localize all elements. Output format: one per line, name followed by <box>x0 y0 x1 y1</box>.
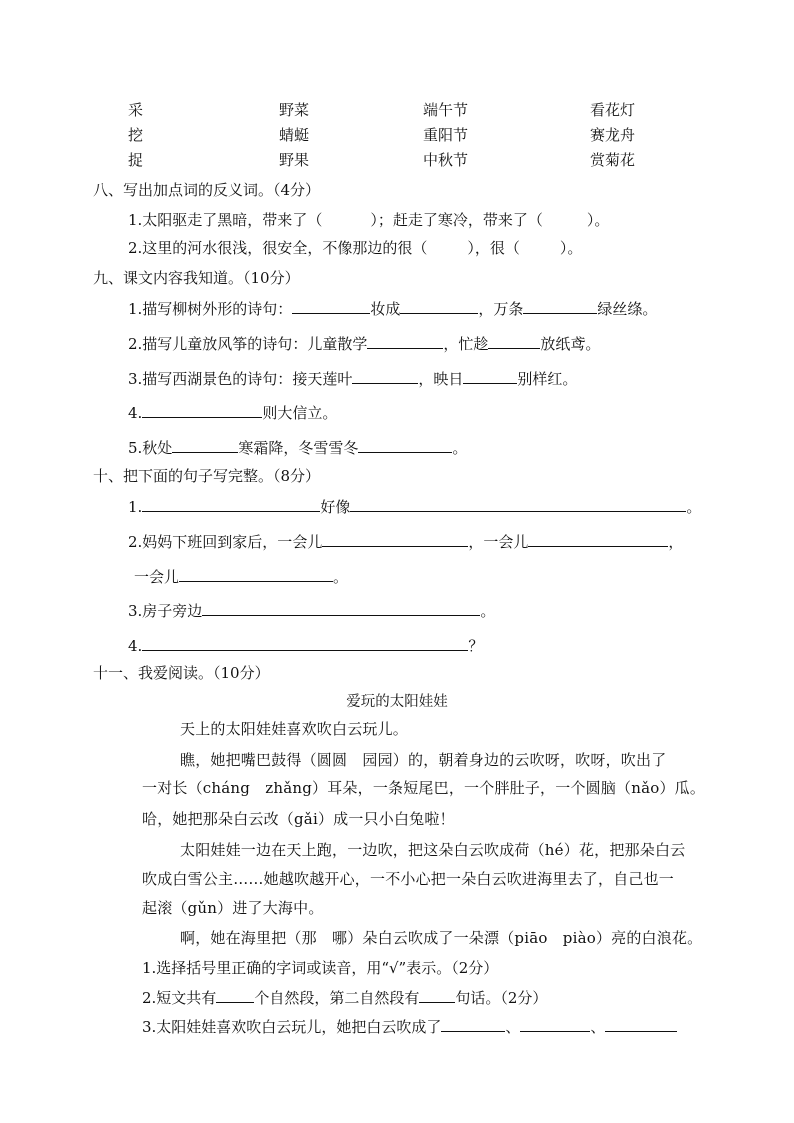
question-9-4: 4. 则大信立。 <box>128 404 338 422</box>
question-9-1: 1.描写柳树外形的诗句： 妆成 ，万条 绿丝绦。 <box>128 300 658 318</box>
fill-blank[interactable] <box>292 298 370 314</box>
fill-blank[interactable] <box>352 368 418 384</box>
story-title: 爱玩的太阳娃娃 <box>346 694 448 710</box>
grid-word: 赏菊花 <box>590 151 636 169</box>
fill-blank[interactable] <box>520 1016 590 1032</box>
fill-blank[interactable] <box>350 496 686 512</box>
fill-blank[interactable] <box>172 437 238 453</box>
fill-blank[interactable] <box>400 298 478 314</box>
story-paragraph: 天上的太阳娃娃喜欢吹白云玩儿。 <box>180 720 409 738</box>
grid-word: 采 <box>128 101 144 119</box>
section-header-9: 九、课文内容我知道。（10分） <box>93 269 300 287</box>
section-header-8: 八、写出加点词的反义词。（4分） <box>93 181 321 199</box>
grid-word: 挖 <box>128 126 144 144</box>
grid-word: 捉 <box>128 151 144 169</box>
fill-blank[interactable] <box>202 600 480 616</box>
fill-blank[interactable] <box>142 496 320 512</box>
fill-blank[interactable] <box>441 1016 505 1032</box>
grid-word: 赛龙舟 <box>590 126 636 144</box>
fill-blank[interactable] <box>605 1016 677 1032</box>
question-10-1: 1. 好像 。 <box>128 498 702 516</box>
story-paragraph: 太阳娃娃一边在天上跑，一边吹，把这朵白云吹成荷（hé）花，把那朵白云 <box>180 841 686 859</box>
fill-blank[interactable] <box>322 531 468 547</box>
story-line: 起滚（gǔn）进了大海中。 <box>142 899 324 917</box>
question-8-1: 1.太阳驱走了黑暗，带来了（ ）；赶走了寒冷，带来了（ ）。 <box>128 211 610 229</box>
fill-blank[interactable] <box>142 635 468 651</box>
question-9-2: 2.描写儿童放风筝的诗句：儿童散学 ，忙趁 放纸鸢。 <box>128 335 601 353</box>
question-10-3: 3.房子旁边 。 <box>128 602 496 620</box>
fill-blank[interactable] <box>463 368 517 384</box>
fill-blank[interactable] <box>488 333 540 349</box>
question-11-1: 1.选择括号里正确的字词或读音，用“√”表示。（2分） <box>142 959 499 977</box>
story-line: 一对长（cháng zhǎng）耳朵，一条短尾巴，一个胖肚子，一个圆脑（nǎo）瓜。 <box>142 779 706 797</box>
grid-word: 野菜 <box>279 101 310 119</box>
fill-blank[interactable] <box>419 987 455 1003</box>
fill-blank[interactable] <box>523 298 597 314</box>
fill-blank[interactable] <box>179 566 333 582</box>
fill-blank[interactable] <box>216 987 254 1003</box>
story-paragraph: 瞧，她把嘴巴鼓得（圆圆 园园）的，朝着身边的云吹呀，吹呀，吹出了 <box>180 751 667 769</box>
grid-word: 野果 <box>279 151 310 169</box>
grid-word: 端午节 <box>423 101 469 119</box>
story-line: 哈，她把那朵白云改（gǎi）成一只小白兔啦！ <box>142 810 455 828</box>
grid-word: 中秋节 <box>423 151 469 169</box>
question-11-3: 3.太阳娃娃喜欢吹白云玩儿，她把白云吹成了 、 、 <box>142 1016 677 1037</box>
grid-word: 重阳节 <box>423 126 469 144</box>
fill-blank[interactable] <box>358 437 452 453</box>
question-10-2: 2.妈妈下班回到家后，一会儿 ，一会儿 ， <box>128 533 684 551</box>
question-9-3: 3.描写西湖景色的诗句：接天莲叶 ，映日 别样红。 <box>128 370 578 388</box>
question-8-2: 2.这里的河水很浅，很安全，不像那边的很（ ），很（ ）。 <box>128 239 583 257</box>
story-line: 吹成白雪公主……她越吹越开心，一不小心把一朵白云吹进海里去了，自己也一 <box>142 870 675 888</box>
grid-word: 蜻蜓 <box>279 126 310 144</box>
section-header-11: 十一、我爱阅读。（10分） <box>93 664 270 682</box>
question-9-5: 5.秋处 寒霜降，冬雪雪冬 。 <box>128 439 468 457</box>
question-11-2: 2.短文共有 个自然段，第二自然段有 句话。（2分） <box>142 989 548 1007</box>
fill-blank[interactable] <box>528 531 668 547</box>
question-10-2-cont: 一会儿 。 <box>134 568 349 586</box>
question-10-4: 4. ？ <box>128 637 484 655</box>
fill-blank[interactable] <box>367 333 443 349</box>
fill-blank[interactable] <box>142 402 262 418</box>
story-paragraph: 啊，她在海里把（那 哪）朵白云吹成了一朵漂（piāo piào）亮的白浪花。 <box>180 929 703 947</box>
grid-word: 看花灯 <box>590 101 636 119</box>
section-header-10: 十、把下面的句子写完整。（8分） <box>93 467 321 485</box>
